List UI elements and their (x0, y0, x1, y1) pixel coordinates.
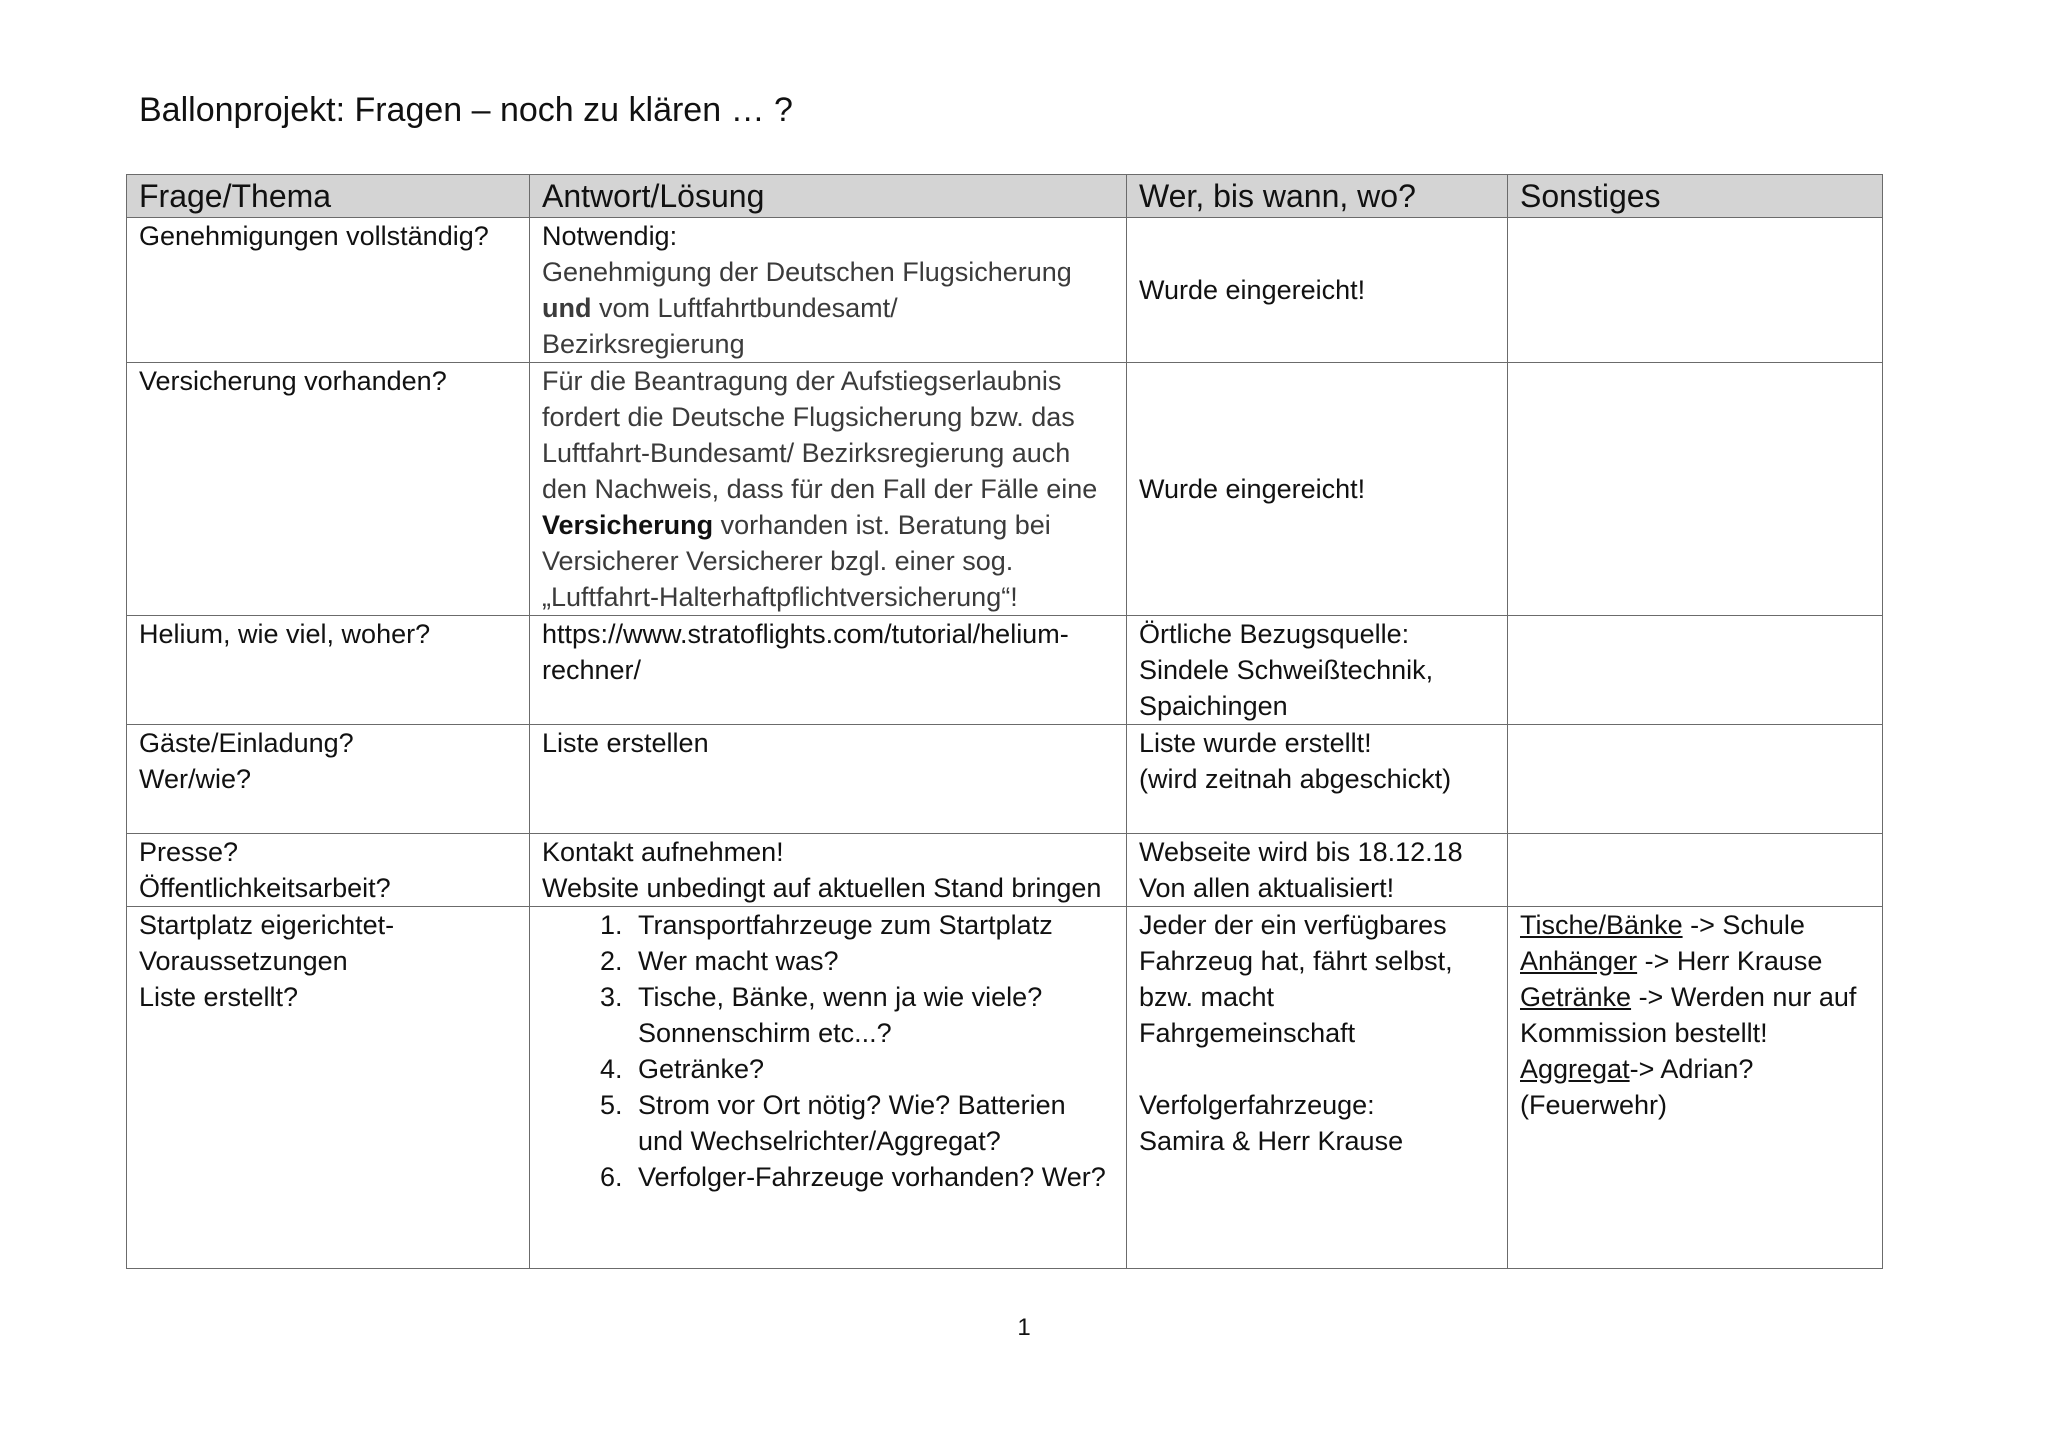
cell-text: Wurde eingereicht! (1139, 275, 1366, 305)
cell-text: Spaichingen (1139, 691, 1288, 721)
cell-text: Presse? (139, 837, 239, 867)
cell-text (1520, 1051, 1870, 1087)
cell-text: Voraussetzungen (139, 946, 348, 976)
cell-text: Liste wurde erstellt! (1139, 728, 1372, 758)
cell-misc (1508, 363, 1883, 616)
table-row (127, 834, 1883, 907)
list-item (630, 1087, 1114, 1159)
cell-text: 3. Tische, Bänke, wenn ja wie viele? (638, 982, 1043, 1012)
cell-text: Fahrgemeinschaft (1139, 1018, 1356, 1048)
cell-text: Örtliche Bezugsquelle: (1139, 619, 1410, 649)
page-number: 1 (1017, 1314, 1031, 1341)
cell-text: Liste erstellt? (139, 982, 299, 1012)
cell-text: Genehmigungen vollständig? (139, 221, 489, 251)
cell-text: 6. Verfolger-Fahrzeuge vorhanden? Wer? (638, 1162, 1106, 1192)
cell-text: „Luftfahrt-Halterhaftpflichtversicherung“! (542, 582, 1018, 612)
cell-text: (wird zeitnah abgeschickt) (1139, 764, 1452, 794)
cell-text: Verfolgerfahrzeuge: (1139, 1090, 1375, 1120)
cell-misc (1508, 834, 1883, 907)
cell-text (1520, 907, 1870, 943)
column-header-question: Frage/Thema (127, 175, 530, 218)
cell-text: 2. Wer macht was? (638, 946, 839, 976)
cell-text: vom Luftfahrtbundesamt/ (591, 293, 898, 323)
cell-text (1139, 1051, 1495, 1087)
cell-text: Versicherer Versicherer bzgl. einer sog. (542, 546, 1014, 576)
cell-text: bzw. macht (1139, 982, 1275, 1012)
cell-question (127, 907, 530, 1269)
cell-text: Notwendig: (542, 221, 678, 251)
cell-text: Startplatz eigerichtet- (139, 910, 395, 940)
cell-who (1127, 725, 1508, 834)
column-header-misc: Sonstiges (1508, 175, 1883, 218)
cell-text: rechner/ (542, 655, 642, 685)
underlined-key: Aggregat (1520, 1054, 1630, 1084)
cell-text: 1. Transportfahrzeuge zum Startplatz (638, 910, 1053, 940)
cell-text: -> Schule (1682, 910, 1805, 940)
cell-text: Webseite wird bis 18.12.18 (1139, 837, 1463, 867)
cell-text: Liste erstellen (542, 728, 709, 758)
cell-text: Luftfahrt-Bundesamt/ Bezirksregierung auch (542, 438, 1071, 468)
cell-text: -> Werden nur auf (1631, 982, 1857, 1012)
column-header-who: Wer, bis wann, wo? (1127, 175, 1508, 218)
cell-text (542, 290, 1114, 326)
cell-text: und Wechselrichter/Aggregat? (638, 1126, 1001, 1156)
column-header-answer: Antwort/Lösung (530, 175, 1127, 218)
cell-text: Wer/wie? (139, 764, 252, 794)
questions-table (126, 174, 1883, 1269)
cell-text: vorhanden ist. Beratung bei (713, 510, 1051, 540)
cell-text (1520, 979, 1870, 1015)
cell-text (1520, 943, 1870, 979)
cell-text: Sindele Schweißtechnik, (1139, 655, 1434, 685)
cell-text: 4. Getränke? (638, 1054, 765, 1084)
emphasis-text: Versicherung (542, 510, 714, 540)
cell-answer (530, 907, 1127, 1269)
numbered-list (542, 907, 1114, 1195)
cell-text: -> Herr Krause (1637, 946, 1823, 976)
cell-answer (530, 363, 1127, 616)
cell-question (127, 616, 530, 725)
list-item (630, 943, 1114, 979)
cell-text: Jeder der ein verfügbares (1139, 910, 1447, 940)
list-item (630, 979, 1114, 1051)
cell-who (1127, 363, 1508, 616)
list-item (630, 1159, 1114, 1195)
cell-text: den Nachweis, dass für den Fall der Fälle eine (542, 474, 1098, 504)
cell-question (127, 363, 530, 616)
cell-text: Versicherung vorhanden? (139, 366, 447, 396)
list-item (630, 1051, 1114, 1087)
cell-text: Fahrzeug hat, fährt selbst, (1139, 946, 1453, 976)
underlined-key: Getränke (1520, 982, 1632, 1012)
cell-misc (1508, 218, 1883, 363)
table-row (127, 725, 1883, 834)
cell-question (127, 725, 530, 834)
cell-question (127, 834, 530, 907)
table-row (127, 218, 1883, 363)
page-title: Ballonprojekt: Fragen – noch zu klären … ? (139, 91, 793, 129)
cell-misc (1508, 725, 1883, 834)
table-row (127, 363, 1883, 616)
cell-text: https://www.stratoflights.com/tutorial/helium- (542, 619, 1069, 649)
list-item (630, 907, 1114, 943)
emphasis-text: und (542, 293, 592, 323)
table-header-row (127, 175, 1883, 218)
underlined-key: Tische/Bänke (1520, 910, 1683, 940)
underlined-key: Anhänger (1520, 946, 1638, 976)
cell-text: Wurde eingereicht! (1139, 474, 1366, 504)
cell-answer (530, 834, 1127, 907)
cell-text: 5. Strom vor Ort nötig? Wie? Batterien (638, 1090, 1066, 1120)
cell-text: Öffentlichkeitsarbeit? (139, 873, 391, 903)
cell-misc (1508, 616, 1883, 725)
cell-text: Genehmigung der Deutschen Flugsicherung (542, 257, 1072, 287)
cell-answer (530, 616, 1127, 725)
cell-text: Gäste/Einladung? (139, 728, 354, 758)
cell-text: Kommission bestellt! (1520, 1018, 1768, 1048)
cell-text: Von allen aktualisiert! (1139, 873, 1395, 903)
table-row (127, 616, 1883, 725)
table-row (127, 907, 1883, 1269)
cell-answer (530, 725, 1127, 834)
cell-misc (1508, 907, 1883, 1269)
cell-who (1127, 218, 1508, 363)
cell-text: Helium, wie viel, woher? (139, 619, 431, 649)
cell-text: Samira & Herr Krause (1139, 1126, 1404, 1156)
cell-question (127, 218, 530, 363)
cell-text: Sonnenschirm etc...? (638, 1018, 892, 1048)
cell-text: -> Adrian? (1629, 1054, 1754, 1084)
cell-text: Kontakt aufnehmen! (542, 837, 784, 867)
cell-who (1127, 907, 1508, 1269)
cell-text: Website unbedingt auf aktuellen Stand bringen (542, 873, 1102, 903)
cell-text: (Feuerwehr) (1520, 1090, 1668, 1120)
cell-who (1127, 616, 1508, 725)
cell-who (1127, 834, 1508, 907)
cell-text (542, 507, 1114, 543)
cell-answer (530, 218, 1127, 363)
cell-text: fordert die Deutsche Flugsicherung bzw. das (542, 402, 1075, 432)
cell-text: Bezirksregierung (542, 329, 745, 359)
cell-text: Für die Beantragung der Aufstiegserlaubnis (542, 366, 1062, 396)
